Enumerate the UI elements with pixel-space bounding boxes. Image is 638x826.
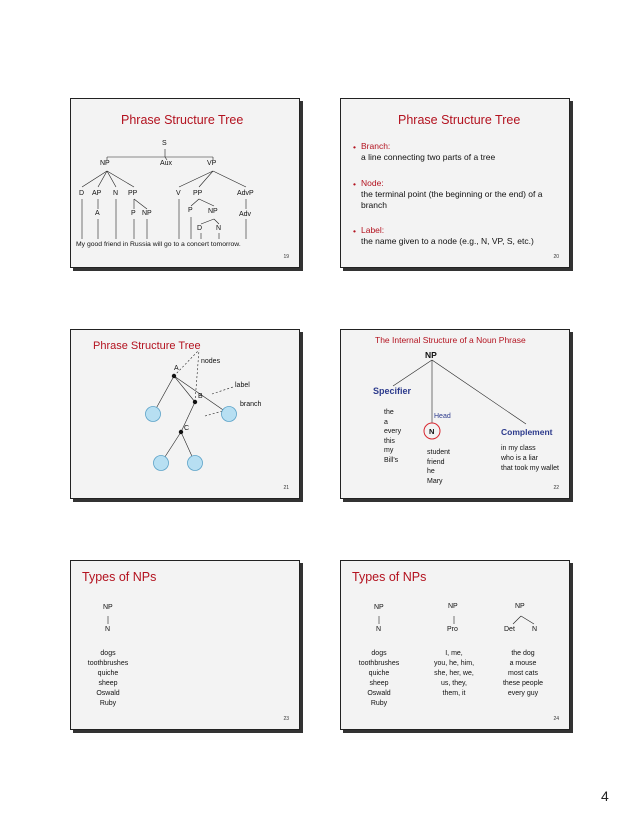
bullet-text: the name given to a node (e.g., N, VP, S, etc.) bbox=[361, 236, 534, 246]
list-item: he bbox=[427, 468, 435, 475]
list-item: a bbox=[384, 418, 388, 426]
list-item: us, they, bbox=[441, 680, 467, 687]
node-label-b: B bbox=[198, 393, 203, 400]
list-item: I, me, bbox=[445, 650, 463, 657]
bullet-head: Node: bbox=[361, 178, 384, 188]
bullet-text: the terminal point (the beginning or the end) of a bbox=[361, 189, 543, 199]
bullet-text: a line connecting two parts of a tree bbox=[361, 152, 496, 162]
slide-19 bbox=[70, 98, 300, 268]
bullet-marker: • bbox=[353, 179, 356, 189]
slide-number: 19 bbox=[283, 254, 289, 260]
list-item: quiche bbox=[368, 670, 390, 677]
np-root: NP bbox=[425, 350, 437, 360]
slide-24 bbox=[340, 560, 570, 730]
slide-title: The Internal Structure of a Noun Phrase bbox=[375, 335, 526, 345]
col3-n: N bbox=[532, 626, 538, 633]
bullet-text: branch bbox=[361, 200, 387, 210]
col3-det: Det bbox=[504, 626, 515, 633]
node-np-3: NP bbox=[208, 208, 218, 215]
node-label-c: C bbox=[184, 425, 190, 432]
annotation-branch: branch bbox=[240, 401, 262, 408]
node-n: N bbox=[113, 190, 119, 197]
page-number: 4 bbox=[601, 788, 609, 804]
slide-number: 21 bbox=[283, 485, 289, 491]
node-d-2: D bbox=[197, 225, 203, 232]
node-vp: VP bbox=[207, 160, 217, 167]
list-item: Ruby bbox=[99, 700, 117, 707]
list-item: my bbox=[384, 447, 394, 454]
slide-21 bbox=[70, 329, 300, 499]
node-p-2: P bbox=[188, 207, 193, 214]
slide-number: 23 bbox=[283, 716, 289, 722]
list-item: Mary bbox=[427, 477, 443, 485]
list-item: friend bbox=[427, 458, 445, 466]
list-item: every bbox=[384, 428, 402, 435]
bullet-marker: • bbox=[353, 226, 356, 236]
node-pp-2: PP bbox=[193, 190, 203, 197]
noun-list bbox=[77, 649, 139, 709]
complement-label: Complement bbox=[501, 427, 553, 437]
node-np: NP bbox=[100, 160, 110, 167]
list-item: these people bbox=[502, 680, 544, 687]
slide-number: 24 bbox=[553, 716, 559, 722]
list-item: most cats bbox=[508, 670, 538, 677]
tree-sentence: My good friend in Russia will go to a concert tomorrow. bbox=[76, 241, 241, 248]
tree-diagram bbox=[71, 330, 299, 498]
list-item: student bbox=[427, 449, 450, 456]
list-item: toothbrushes bbox=[87, 660, 129, 667]
list-item: a mouse bbox=[509, 660, 537, 667]
list-item: the bbox=[384, 409, 394, 416]
specifier-label: Specifier bbox=[373, 386, 412, 396]
list-item: every guy bbox=[507, 690, 539, 697]
list-item: Oswald bbox=[96, 690, 120, 697]
list-item: Bill's bbox=[384, 456, 399, 464]
bullet-head: Label: bbox=[361, 225, 385, 235]
list-item: dogs bbox=[371, 650, 387, 657]
node-label-a: A bbox=[174, 365, 179, 372]
head-words bbox=[427, 448, 450, 486]
list-item: you, he, him, bbox=[433, 660, 475, 667]
list-item: that took my wallet bbox=[501, 465, 559, 472]
list-item: Ruby bbox=[370, 700, 388, 707]
list-item: toothbrushes bbox=[358, 660, 400, 667]
node-np-2: NP bbox=[142, 210, 152, 217]
slide-23 bbox=[70, 560, 300, 730]
list-item: sheep bbox=[369, 680, 389, 687]
annotation-nodes: nodes bbox=[201, 358, 221, 365]
list-item: in my class bbox=[501, 445, 536, 452]
specifier-words bbox=[384, 408, 401, 465]
list-item: Oswald bbox=[367, 690, 391, 697]
col2-list bbox=[423, 649, 485, 699]
col3-np: NP bbox=[515, 603, 525, 610]
col3-list bbox=[493, 649, 553, 699]
slide-title: Phrase Structure Tree bbox=[93, 340, 201, 352]
node-advp: AdvP bbox=[237, 190, 254, 197]
bullet-head: Branch: bbox=[361, 141, 391, 151]
list-item: she, her, we, bbox=[434, 670, 474, 677]
annotation-label: label bbox=[235, 382, 250, 389]
node-d: D bbox=[79, 190, 85, 197]
slide-title: Phrase Structure Tree bbox=[398, 113, 521, 127]
col2-np: NP bbox=[448, 603, 458, 610]
node-n: N bbox=[105, 626, 111, 633]
node-a: A bbox=[95, 210, 100, 217]
slide-22 bbox=[340, 329, 570, 499]
node-ap: AP bbox=[92, 190, 102, 197]
complement-words bbox=[501, 444, 559, 474]
bullet-marker: • bbox=[353, 142, 356, 152]
col1-np: NP bbox=[374, 604, 384, 611]
head-n: N bbox=[429, 427, 435, 436]
slide-number: 22 bbox=[553, 485, 559, 491]
node-adv: Adv bbox=[239, 211, 252, 218]
col2-pro: Pro bbox=[447, 626, 458, 633]
list-item: quiche bbox=[97, 670, 119, 677]
list-item: dogs bbox=[100, 650, 116, 657]
slide-20 bbox=[340, 98, 570, 268]
slide-title: Phrase Structure Tree bbox=[121, 113, 244, 127]
head-label: Head bbox=[434, 413, 451, 420]
node-v: V bbox=[176, 190, 181, 197]
node-s: S bbox=[162, 140, 167, 147]
node-pp: PP bbox=[128, 190, 138, 197]
node-np: NP bbox=[103, 604, 113, 611]
list-item: the dog bbox=[511, 650, 535, 657]
slide-title: Types of NPs bbox=[82, 570, 157, 584]
list-item: them, it bbox=[442, 690, 466, 697]
node-p: P bbox=[131, 210, 136, 217]
col1-list bbox=[349, 649, 409, 709]
list-item: sheep bbox=[98, 680, 118, 687]
list-item: this bbox=[384, 437, 395, 445]
node-aux: Aux bbox=[160, 160, 173, 167]
slide-title: Types of NPs bbox=[352, 570, 427, 584]
node-n-2: N bbox=[216, 225, 222, 232]
slide-number: 20 bbox=[553, 254, 559, 260]
list-item: who is a liar bbox=[501, 455, 538, 462]
col1-n: N bbox=[376, 626, 382, 633]
